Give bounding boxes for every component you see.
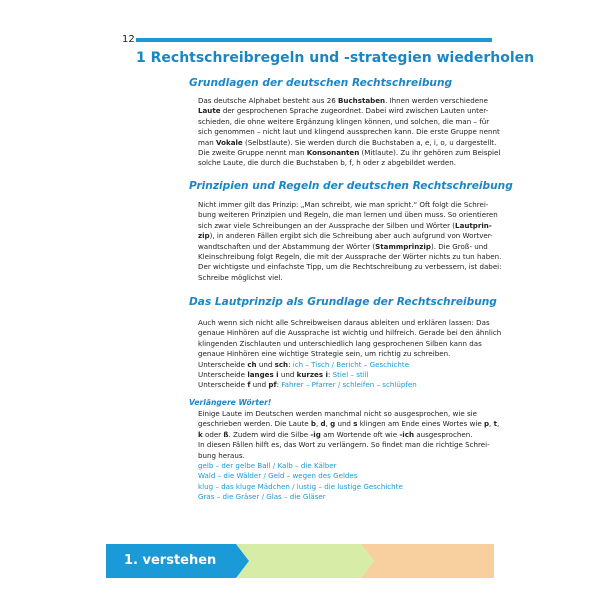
rule-examples: Stiel – still	[332, 370, 369, 380]
text-line: schieden, die ohne weitere Ergänzung klingen können, und solchen, die man – für	[198, 116, 490, 126]
rule-line: Unterscheide f und pf: Fahrer – Pfarrer / schleifen – schlüpfen	[198, 380, 417, 390]
text-line: man Vokale (Selbstlaute). Sie werden durch die Buchstaben a, e, i, o, u dargestellt.	[198, 137, 497, 147]
text-line: bung heraus.	[198, 450, 245, 460]
text-line: k oder ß. Zudem wird die Silbe -ig am Wortende oft wie -ich ausgesprochen.	[198, 429, 473, 439]
text-line: sich genommen – nicht laut und klingend aussprechen kann. Die erste Gruppe nennt	[198, 127, 500, 137]
example-line: Gras – die Gräser / Glas – die Gläser	[198, 492, 326, 502]
text-line: sich zwar viele Schreibungen an der Aussprache der Silben und Wörter (Lautprin-	[198, 220, 492, 230]
section-heading-prinzipien: Prinzipien und Regeln der deutschen Rechtschreibung	[189, 180, 513, 192]
text-line: Der wichtigste und einfachste Tipp, um die Rechtschreibung zu verbessern, ist dabei:	[198, 262, 502, 272]
text-line: Kleinschreibung folgt Regeln, die mit der Aussprache der Wörter nichts zu tun haben.	[198, 252, 502, 262]
text-line: genaue Hinhören auf die Aussprache ist wichtig und hilfreich. Gerade bei den ähnlich	[198, 328, 502, 338]
section-text-grundlagen	[198, 96, 501, 169]
header-rule	[136, 38, 492, 42]
text-line: Einige Laute im Deutschen werden manchmal nicht so ausgesprochen, wie sie	[198, 409, 477, 418]
text-line: solche Laute, die durch die Buchstaben b, f, h oder z abgebildet werden.	[198, 158, 457, 168]
text-line: wandtschaften und der Abstammung der Wörter (Stammprinzip). Die Groß- und	[198, 241, 488, 251]
text-line: In diesen Fällen hilft es, das Wort zu verlängern. So findet man die richtige Schrei-	[198, 440, 490, 450]
rule-examples: ich – Tisch / Bericht – Geschichte	[292, 359, 410, 369]
section-text-lautprinzip	[198, 318, 502, 391]
text-line: Das deutsche Alphabet besteht aus 26 Buchstaben. Ihnen werden verschiedene	[198, 96, 488, 105]
example-line: Wald – die Wälder / Geld – wegen des Geldes	[198, 471, 358, 481]
text-line: Schreibe möglichst viel.	[198, 272, 283, 282]
text-line: zip), in anderen Fällen ergibt sich die Schreibung aber auch aufgrund von Wortver-	[198, 231, 493, 241]
footer-segment-3	[361, 544, 494, 578]
text-line: Die zweite Gruppe nennt man Konsonanten (Mitlaute). Zu ihr gehören zum Beispiel	[198, 148, 501, 158]
page-number: 12	[122, 34, 135, 45]
subsection-text	[198, 409, 500, 503]
text-line: Laute der gesprochenen Sprache zugeordnet. Dabei wird zwischen Lauten unter-	[198, 106, 489, 116]
rule-line: Unterscheide langes i und kurzes i: Stiel – still	[198, 370, 369, 380]
footer-label: 1. verstehen	[124, 553, 217, 568]
text-line: Auch wenn sich nicht alle Schreibweisen daraus ableiten und erklären lassen: Das	[198, 318, 490, 327]
text-line: geschrieben werden. Die Laute b, d, g und s klingen am Ende eines Wortes wie p, t,	[198, 419, 500, 429]
text-line: genaue Hinhören eine wichtige Strategie sein, um richtig zu schreiben.	[198, 349, 451, 359]
example-line: gelb – der gelbe Ball / Kalb – die Kälber	[198, 461, 337, 471]
section-text-prinzipien	[198, 200, 502, 283]
section-heading-grundlagen: Grundlagen der deutschen Rechtschreibung	[189, 77, 453, 89]
footer-segment-2	[236, 544, 374, 578]
rule-examples: Fahrer – Pfarrer / schleifen – schlüpfen	[281, 380, 417, 390]
chapter-title: 1 Rechtschreibregeln und -strategien wiederholen	[136, 50, 535, 66]
rule-line: Unterscheide ch und sch: ich – Tisch / Bericht – Geschichte	[198, 359, 410, 369]
text-line: klingenden Zischlauten und unterschiedlich lang gesprochenen Silben kann das	[198, 338, 482, 348]
subsection-heading: Verlängere Wörter!	[189, 398, 272, 407]
section-heading-lautprinzip: Das Lautprinzip als Grundlage der Rechtschreibung	[189, 296, 497, 308]
footer-progress-bar	[106, 544, 494, 578]
text-line: Nicht immer gilt das Prinzip: „Man schreibt, wie man spricht.“ Oft folgt die Schrei-	[198, 200, 489, 209]
text-line: bung weiteren Prinzipien und Regeln, die man lernen und üben muss. So orientieren	[198, 210, 498, 220]
example-line: klug – das kluge Mädchen / lustig – die lustige Geschichte	[198, 481, 403, 491]
